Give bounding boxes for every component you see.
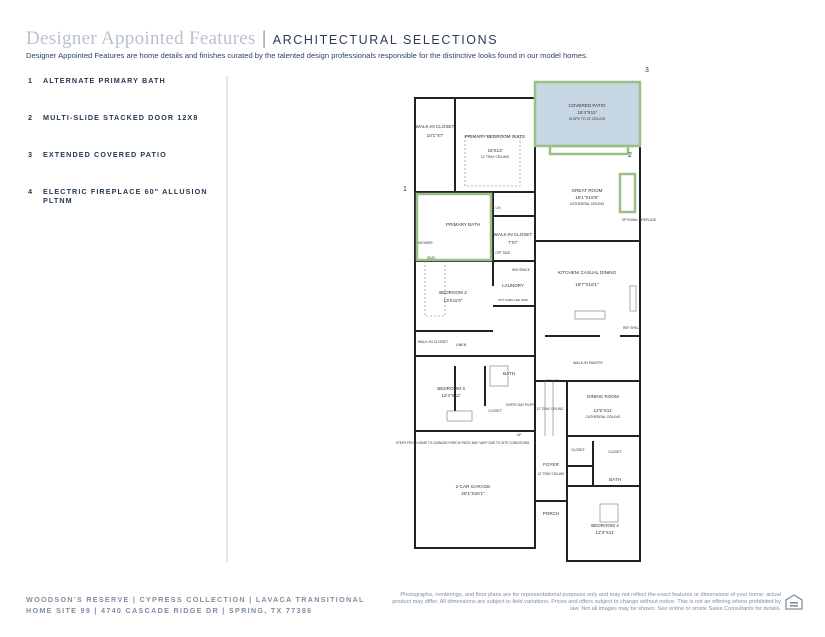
room-note: EVERY-DAY ENTRY [506, 403, 536, 407]
room-name: 2-CAR GARAGE [455, 484, 491, 489]
room-dim: 18'7"X18'1" [575, 282, 599, 287]
room-note: WALK-IN CLOSET [417, 340, 449, 344]
script-title: Designer Appointed Features [26, 28, 256, 49]
callout-2: 2 [628, 152, 632, 159]
room-dim: 12'5"X11' [593, 408, 613, 413]
floor-plan [395, 66, 670, 566]
room-name: PRIMARY BATH [446, 222, 480, 227]
page-title [26, 28, 498, 50]
feature-list [28, 76, 208, 233]
room-note: OPT CABS AND SINK [498, 298, 528, 302]
room-labels [396, 103, 656, 535]
room-name: BATH [609, 477, 621, 482]
room-note: CATHEDRAL CEILING [569, 202, 605, 206]
stacked-door-highlight [550, 146, 628, 154]
room-note: CLOSET [608, 450, 622, 454]
footer-line-2: HOME SITE 99 | 4740 CASCADE RIDGE DR | SPRING, TX 77386 [26, 606, 313, 615]
room-note: LIN [495, 206, 501, 210]
footer-disclaimer: Photographs, renderings, and floor plans are for representational purposes only and may not reflect the exact features or dimensions of your home; actual product may differ. All dimensions are subject to field variations. Prices and offers subject to change without notice. This is not an offering where prohibited by law. Not all images may be shown. See online or onsite Sales Consultants for details. [392, 592, 781, 612]
feature-number: 4 [28, 187, 34, 196]
room-dim: 20'1"X20'1" [461, 491, 485, 496]
feature-number: 3 [28, 150, 34, 159]
room-name: PRIMARY BEDROOM SUITE [464, 134, 526, 139]
room-name: LAUNDRY [502, 283, 524, 288]
feature-item [28, 76, 208, 85]
room-note: CLOSET [488, 409, 502, 413]
room-note: 12' TRAY CEILING [537, 472, 565, 476]
room-name: BEDROOM 3 [437, 386, 465, 391]
vertical-divider [226, 76, 228, 562]
footer-line-1: WOODSON'S RESERVE | CYPRESS COLLECTION | LAVACA TRANSITIONAL [26, 595, 365, 604]
callout-1: 1 [403, 186, 407, 193]
feature-number: 1 [28, 76, 34, 85]
room-note: SEAT [426, 256, 436, 260]
room-note: UP [516, 433, 522, 437]
room-dim: 7'X7' [508, 240, 518, 245]
room-note: CLOSET [571, 448, 585, 452]
room-dim: 16'X13' [487, 148, 503, 153]
title-separator: | [261, 28, 267, 48]
feature-label: MULTI-SLIDE STACKED DOOR 12X8 [43, 113, 199, 122]
room-name: GREAT ROOM [571, 188, 603, 193]
room-name: BATH [503, 371, 515, 376]
room-dim: 12'4"X12' [441, 393, 461, 398]
feature-number: 2 [28, 113, 34, 122]
room-name: WALK-IN CLOSET [415, 124, 455, 129]
room-dim: 18'1"X15'9" [575, 195, 599, 200]
room-note: OPT SEAT [495, 251, 511, 255]
room-name: COVERED PATIO [568, 103, 606, 108]
footer-address [26, 594, 365, 616]
room-note: CATHEDRAL CEILING [585, 415, 621, 419]
room-name: KITCHEN/ CASUAL DINING [557, 270, 617, 275]
room-note: CEILING [545, 379, 559, 383]
equal-housing-icon [785, 594, 803, 610]
room-note: SHOWER [417, 241, 433, 245]
room-dim: 18'4"X12' [577, 110, 597, 115]
room-note: REF SPACE [623, 326, 641, 330]
intro-text: Designer Appointed Features are home details and finishes curated by the talented design professionals responsible for the distinctive looks found in our model homes. [26, 51, 588, 60]
room-name: WALK-IN CLOSET [493, 232, 533, 237]
plan-walls [415, 98, 640, 561]
feature-item [28, 113, 208, 122]
room-name: FOYER [543, 462, 559, 467]
fireplace-highlight [620, 174, 635, 212]
room-dim: 13'X11'6" [443, 298, 463, 303]
room-dim: 12'3"X11' [595, 530, 615, 535]
garage-note: STEPS FROM HOME TO GARAGE/ PORCH/ PATIO MAY VARY DUE TO SITE CONDITIONS. [395, 441, 531, 445]
room-note: W/D SPACE [512, 268, 530, 272]
room-note: LINEN [455, 343, 467, 347]
feature-item [28, 150, 208, 159]
room-name: DINING ROOM [587, 394, 619, 399]
feature-item [28, 187, 208, 205]
feature-label: EXTENDED COVERED PATIO [43, 150, 167, 159]
primary-bath-highlight [417, 194, 491, 260]
room-note: OPTIONAL FIREPLACE [621, 218, 657, 222]
room-note: WALK-IN PANTRY [572, 361, 604, 365]
feature-label: ELECTRIC FIREPLACE 60" ALLUSION PLTNM [43, 187, 208, 205]
room-dim: 10'1"X7' [426, 133, 444, 138]
room-name: BEDROOM 4 [591, 523, 619, 528]
feature-label: ALTERNATE PRIMARY BATH [43, 76, 166, 85]
room-name: BEDROOM 2 [439, 290, 467, 295]
caps-title: ARCHITECTURAL SELECTIONS [272, 33, 499, 47]
room-note: 12' TRAY CEILING [536, 407, 564, 411]
room-name: PORCH [542, 511, 560, 516]
room-note: 11' TRAY CEILING [480, 155, 510, 159]
room-note: SLOPE TO 13' CEILING [568, 117, 606, 121]
callout-3: 3 [645, 67, 649, 74]
